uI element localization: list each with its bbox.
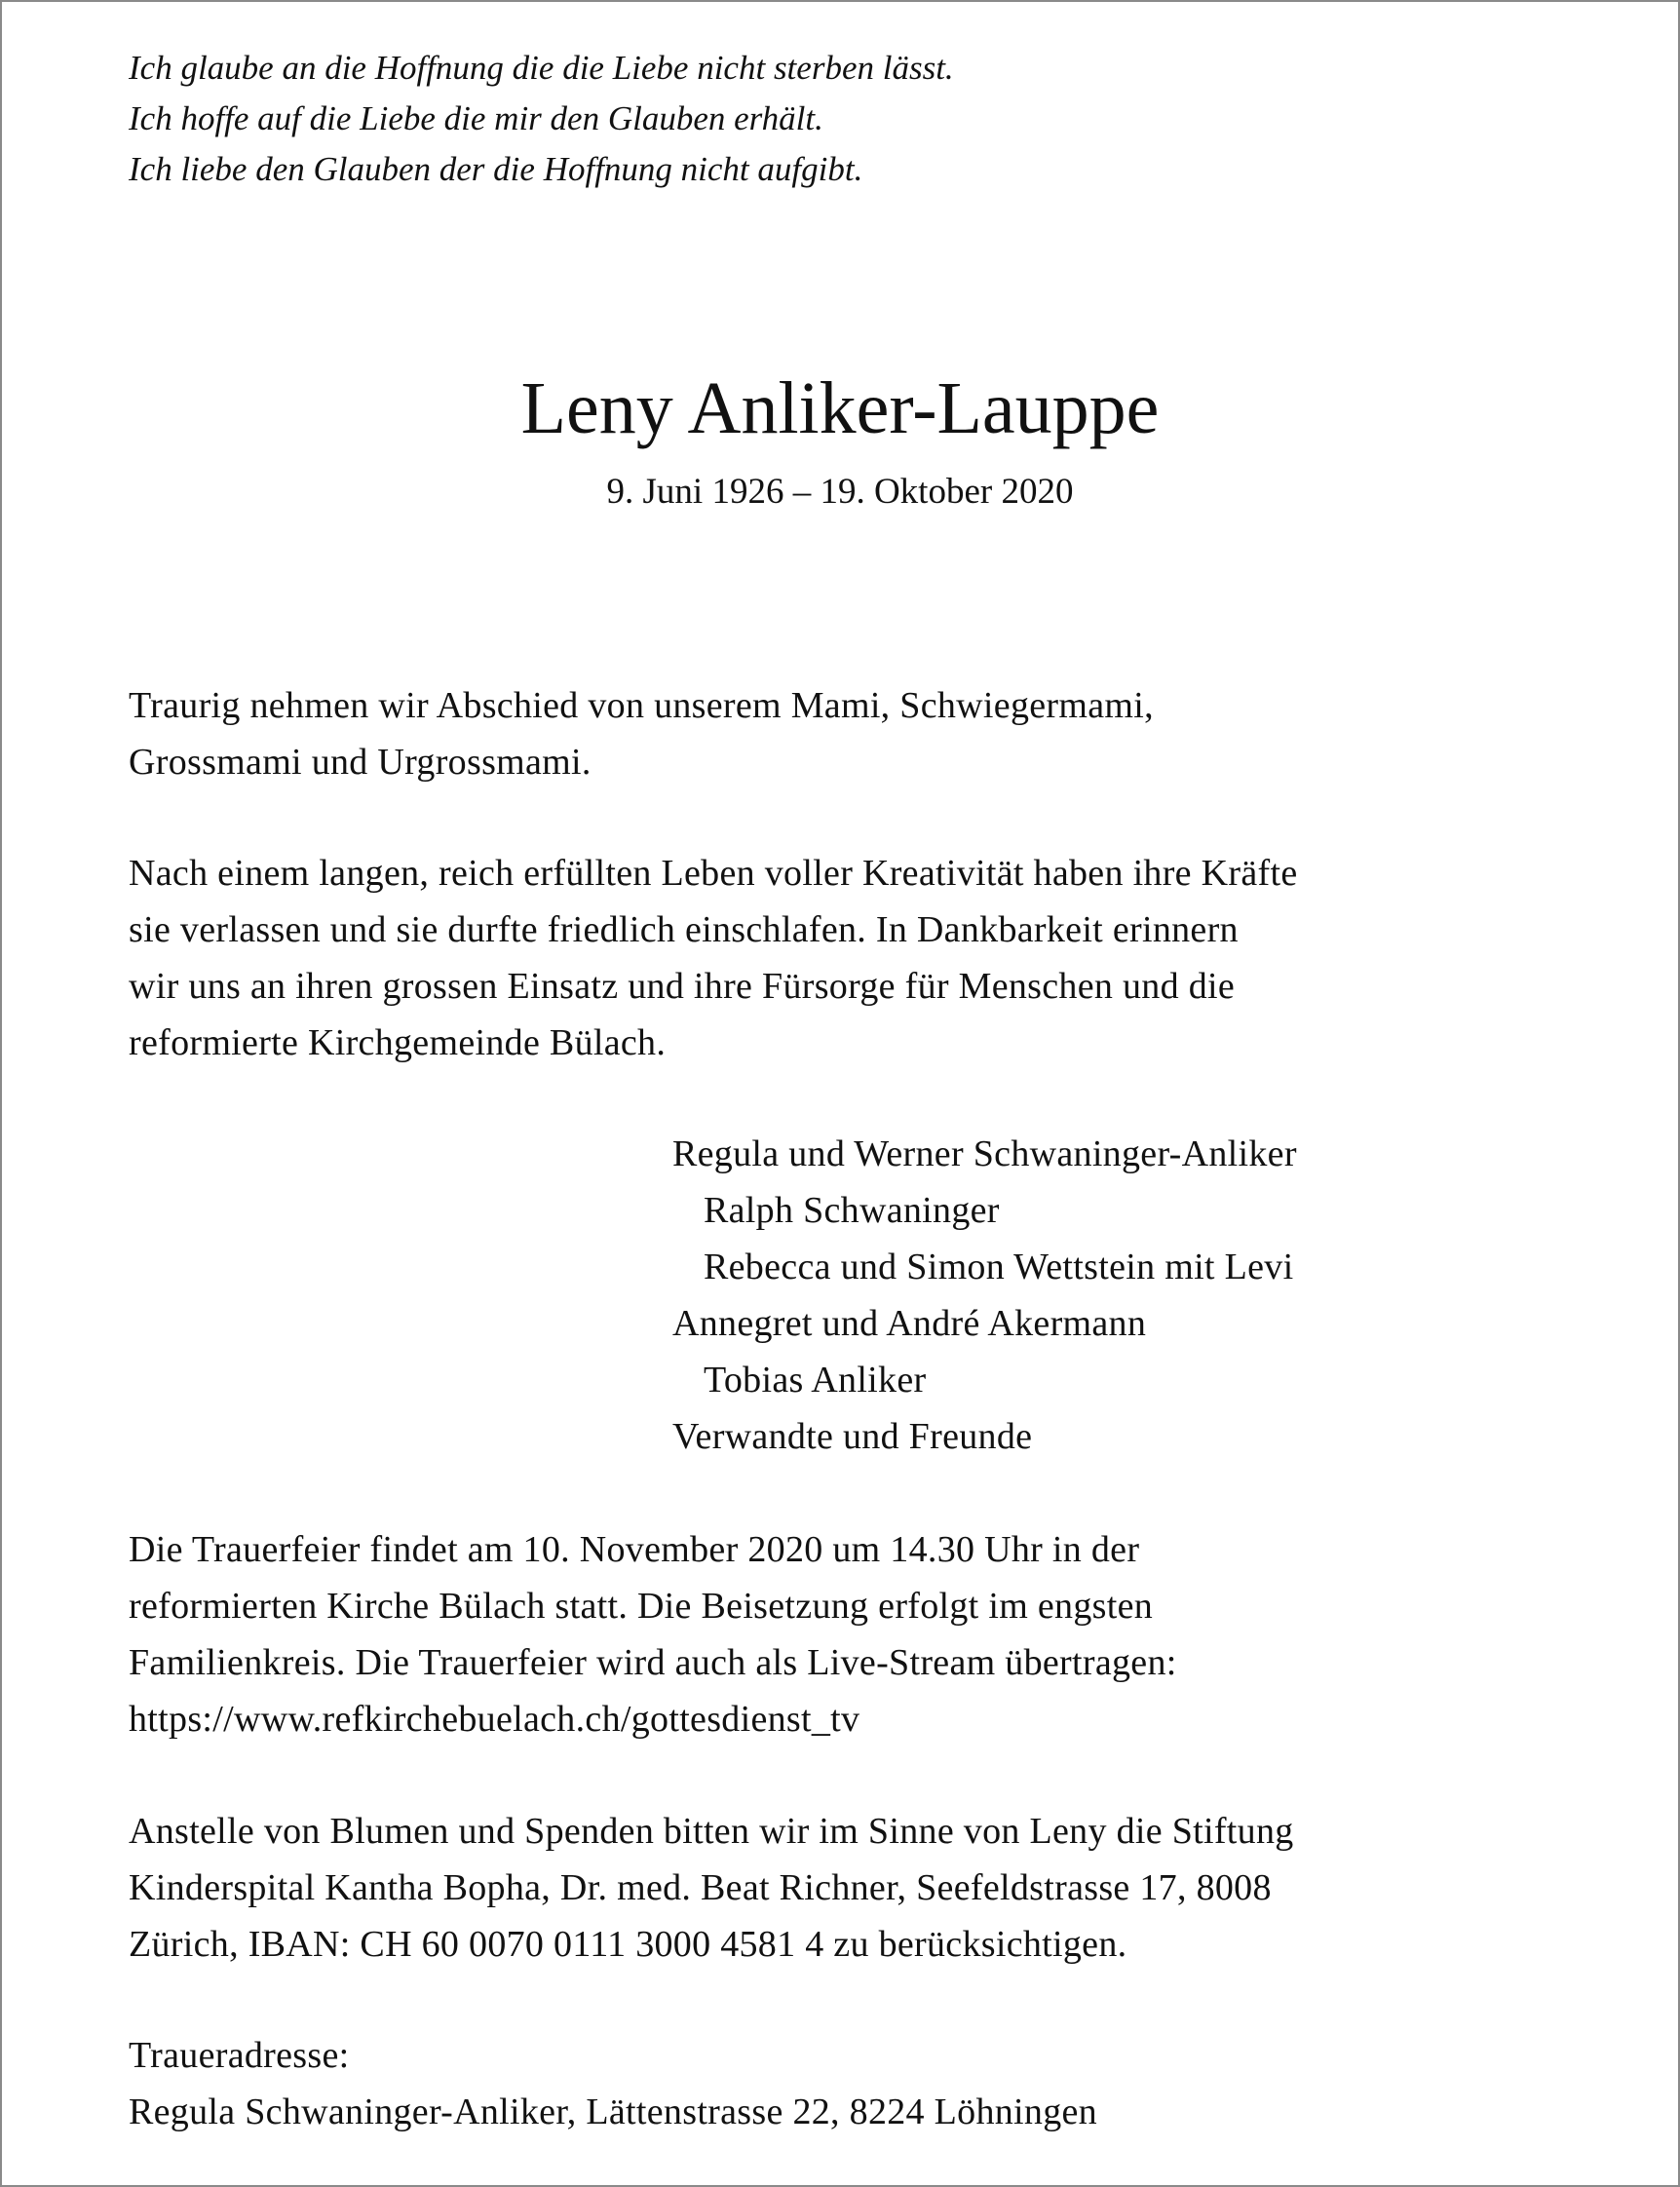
text-line: Nach einem langen, reich erfüllten Leben voller Kreativität haben ihre Kräfte <box>129 853 1298 894</box>
mourner: Verwandte und Freunde <box>672 1416 1033 1457</box>
motto-verse <box>129 43 954 195</box>
text-line: reformierten Kirche Bülach statt. Die Beisetzung erfolgt im engsten <box>129 1586 1154 1627</box>
text-line: reformierte Kirchgemeinde Bülach. <box>129 1022 667 1063</box>
address-value: Regula Schwaninger-Anliker, Lättenstrasse 22, 8224 Löhningen <box>129 2091 1097 2132</box>
donations-paragraph <box>129 1803 1294 1973</box>
text-line: wir uns an ihren grossen Einsatz und ihre Fürsorge für Menschen und die <box>129 966 1236 1007</box>
text-line: Anstelle von Blumen und Spenden bitten wir im Sinne von Leny die Stiftung <box>129 1811 1294 1852</box>
mourning-address <box>129 2027 1097 2140</box>
life-dates: 9. Juni 1926 – 19. Oktober 2020 <box>606 472 1074 512</box>
text-line: Kinderspital Kantha Bopha, Dr. med. Beat Richner, Seefeldstrasse 17, 8008 <box>129 1867 1272 1908</box>
mourner: Rebecca und Simon Wettstein mit Levi <box>704 1247 1294 1287</box>
text-line: Traurig nehmen wir Abschied von unserem Mami, Schwiegermami, <box>129 685 1154 726</box>
text-line: Familienkreis. Die Trauerfeier wird auch als Live-Stream übertragen: <box>129 1642 1177 1683</box>
address-label: Traueradresse: <box>129 2035 350 2076</box>
livestream-url: https://www.refkirchebuelach.ch/gottesdienst_tv <box>129 1699 860 1740</box>
mourner: Annegret und André Akermann <box>672 1303 1147 1344</box>
motto-line: Ich hoffe auf die Liebe die mir den Glauben erhält. <box>129 99 823 137</box>
mourner: Regula und Werner Schwaninger-Anliker <box>672 1133 1297 1174</box>
text-line: Die Trauerfeier findet am 10. November 2020 um 14.30 Uhr in der <box>129 1529 1140 1570</box>
life-paragraph <box>129 845 1298 1071</box>
mourner: Ralph Schwaninger <box>704 1190 1000 1231</box>
motto-line: Ich liebe den Glauben der die Hoffnung nicht aufgibt. <box>129 150 863 188</box>
text-line: sie verlassen und sie durfte friedlich einschlafen. In Dankbarkeit erinnern <box>129 909 1239 950</box>
motto-line: Ich glaube an die Hoffnung die die Liebe nicht sterben lässt. <box>129 49 954 87</box>
ceremony-paragraph <box>129 1521 1177 1747</box>
text-line: Zürich, IBAN: CH 60 0070 0111 3000 4581 4 zu berücksichtigen. <box>129 1924 1127 1965</box>
mourner: Tobias Anliker <box>704 1360 927 1400</box>
mourners-list <box>672 1126 1297 1465</box>
farewell-paragraph <box>129 677 1154 790</box>
deceased-name: Leny Anliker-Lauppe <box>520 367 1160 449</box>
text-line: Grossmami und Urgrossmami. <box>129 742 592 783</box>
